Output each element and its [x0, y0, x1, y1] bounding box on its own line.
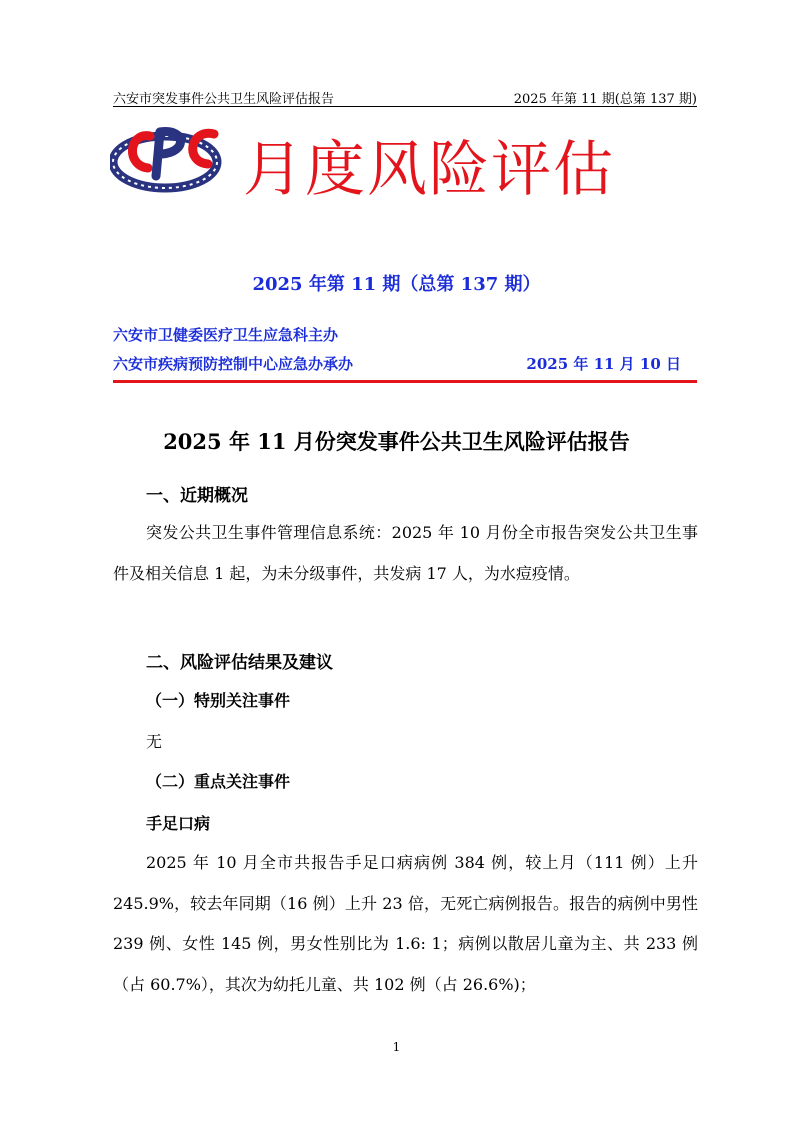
organizer: 六安市卫健委医疗卫生应急科主办 [113, 326, 339, 344]
running-header-title: 六安市突发事件公共卫生风险评估报告 [113, 92, 335, 107]
cdc-logo [110, 122, 230, 194]
subsection2-heading: （二）重点关注事件 [146, 772, 291, 791]
running-header-issue: 2025 年第 11 期(总第 137 期) [513, 92, 697, 107]
co-organizer: 六安市疾病预防控制中心应急办承办 [113, 355, 354, 373]
publish-date: 2025 年 11 月 10 日 [526, 355, 681, 373]
subsection1-heading: （一）特别关注事件 [146, 691, 291, 710]
subsection1-body: 无 [146, 732, 163, 751]
masthead-title: 月度风险评估 [243, 135, 615, 205]
disease-heading: 手足口病 [146, 814, 211, 833]
cdc-logo-icon [110, 122, 230, 194]
page-number: 1 [392, 1040, 401, 1054]
section1-heading: 一、近期概况 [146, 486, 248, 506]
running-header [113, 88, 697, 107]
report-title: 2025 年 11 月份突发事件公共卫生风险评估报告 [163, 429, 630, 454]
masthead-divider [113, 380, 697, 383]
section1-body: 突发公共卫生事件管理信息系统：2025 年 10 月份全市报告突发公共卫生事件及相关信息 1 起，为未分级事件，共发病 17 人，为水痘疫情。 [113, 523, 698, 583]
disease-body: 2025 年 10 月全市共报告手足口病病例 384 例，较上月（111 例）上升 245.9%，较去年同期（16 例）上升 23 倍，无死亡病例报告。报告的病例中男性 239 例、女性 145 例，男女性别比为 1.6: 1；病例以散居儿童为主、共 233 例（占 60.7%），其次为幼托儿童、共 102 例（占 26.6%)； [113, 853, 698, 994]
section2-heading: 二、风险评估结果及建议 [146, 653, 333, 673]
issue-number: 2025 年第 11 期（总第 137 期） [252, 274, 541, 295]
